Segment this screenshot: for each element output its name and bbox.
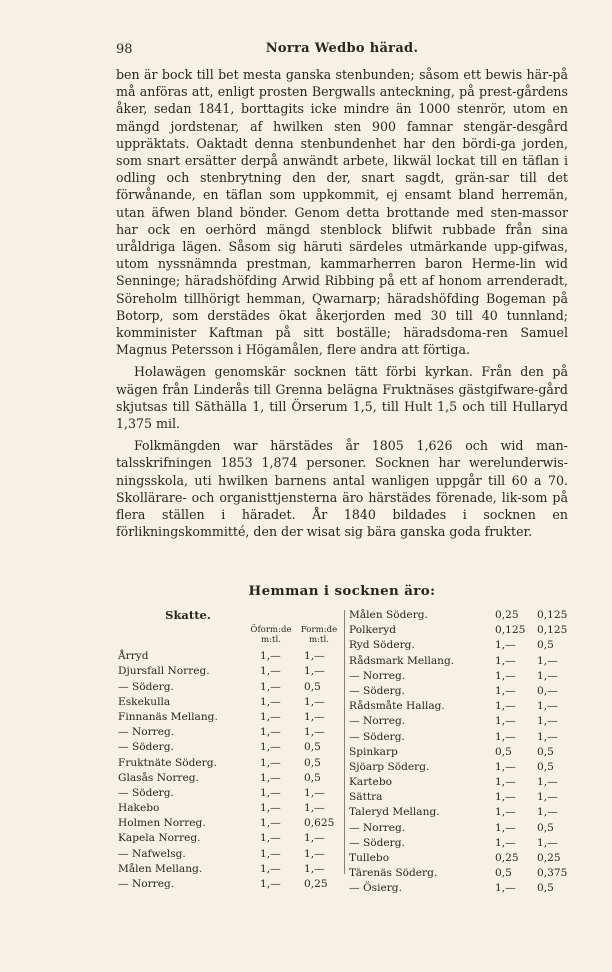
farm-name: Kartebo [349, 776, 392, 789]
farm-name: Kapela Norreg. [118, 832, 201, 845]
mantal-value-1: 1,— [495, 806, 516, 819]
mantal-value-2: 1,— [537, 806, 558, 819]
mantal-value-1: 1,— [260, 741, 281, 754]
mantal-value-1: 1,— [260, 817, 281, 830]
mantal-value-2: 0,5 [537, 821, 554, 834]
table-row [349, 608, 570, 623]
table-row [349, 714, 570, 729]
farm-name: Rådsmark Mellang. [349, 654, 455, 667]
mantal-value-2: 1,— [537, 715, 558, 728]
body-text [116, 66, 568, 545]
mantal-value-2: 1,— [304, 726, 325, 739]
column-header-1: Öform:de m:tl. [250, 625, 292, 646]
mantal-value-1: 1,— [260, 862, 281, 875]
mantal-value-1: 1,— [260, 665, 281, 678]
mantal-value-2: 1,— [537, 836, 558, 849]
farm-name: Hakebo [118, 802, 160, 815]
mantal-value-2: 1,— [304, 786, 325, 799]
farm-name: — Norreg. [118, 878, 175, 891]
table-row [349, 730, 570, 745]
mantal-value-1: 0,5 [495, 745, 512, 758]
farm-name: Ryd Söderg. [349, 639, 415, 652]
mantal-value-2: 0,— [537, 684, 558, 697]
mantal-value-1: 1,— [495, 882, 516, 895]
mantal-value-2: 1,— [304, 832, 325, 845]
farm-name: Sättra [349, 791, 383, 804]
table-row [349, 851, 570, 866]
mantal-value-1: 1,— [495, 684, 516, 697]
running-title: Norra Wedbo härad. [265, 41, 419, 56]
mantal-value-2: 1,— [304, 650, 325, 663]
mantal-value-2: 0,25 [304, 878, 328, 891]
table-row [118, 877, 340, 892]
table-row [349, 790, 570, 805]
mantal-value-2: 0,5 [304, 771, 321, 784]
farm-name: Eskekulla [118, 695, 171, 708]
mantal-value-1: 0,125 [495, 624, 526, 637]
column-header-2: Form:de m:tl. [300, 625, 338, 646]
mantal-value-1: 1,— [260, 680, 281, 693]
table-title: Hemman i socknen äro: [248, 583, 436, 599]
mantal-value-1: 1,— [260, 695, 281, 708]
farm-name: — Nafwelsg. [118, 847, 186, 860]
mantal-value-1: 1,— [495, 836, 516, 849]
mantal-value-1: 0,5 [495, 867, 512, 880]
table-row [118, 740, 340, 755]
table-row [349, 684, 570, 699]
mantal-value-2: 1,— [537, 700, 558, 713]
farm-name: Tärenäs Söderg. [349, 867, 438, 880]
mantal-value-1: 1,— [495, 715, 516, 728]
mantal-value-1: 0,25 [495, 852, 519, 864]
farm-name: Glasås Norreg. [118, 771, 199, 784]
mantal-value-2: 1,— [537, 776, 558, 789]
mantal-value-2: 0,375 [537, 867, 568, 880]
mantal-value-2: 1,— [537, 791, 558, 804]
farm-name: — Söderg. [118, 741, 174, 754]
table-row [118, 816, 340, 831]
mantal-value-1: 1,— [260, 878, 281, 891]
mantal-value-1: 1,— [260, 710, 281, 723]
mantal-value-2: 0,125 [537, 624, 568, 637]
mantal-value-1: 1,— [495, 700, 516, 713]
mantal-value-2: 1,— [304, 665, 325, 678]
mantal-value-1: 1,— [260, 771, 281, 784]
table-row [349, 623, 570, 638]
mantal-value-2: 0,5 [304, 741, 321, 754]
table-row [349, 821, 570, 836]
mantal-value-1: 0,25 [495, 609, 519, 621]
table-row [118, 771, 340, 786]
table-row [118, 680, 340, 695]
farm-name: Målen Söderg. [349, 609, 428, 621]
table-row [118, 786, 340, 801]
paragraph-2: Holawägen genomskär socknen tätt förbi kyrkan. Från den på wägen från Linderås till Grenna belägna Fruktnäses gästgifware-gård skjutsas till Säthälla 1, till Örserum 1,5, till Hult 1,5 och till Hullaryd 1,375 mil. [116, 364, 568, 432]
mantal-value-2: 1,— [304, 847, 325, 860]
farm-name: — Söderg. [118, 680, 174, 693]
farm-name: — Söderg. [118, 786, 174, 799]
paragraph-3: Folkmängden war härstädes år 1805 1,626 och wid man-talsskrifningen 1853 1,874 personer. Socknen har werelunderwis-ningsskola, uti hwilken barnens antal wanligen uppgår till 60 a 70. Skollärare- och organisttjensterna äro härstädes förenade, lik-som på flera ställen i häradet. År 1840 bildades i socknen en förlikningskommitté, den der wisat sig bära ganska goda frukter. [116, 438, 568, 540]
farm-name: Sjöarp Söderg. [349, 760, 430, 773]
farm-name: — Norreg. [349, 669, 406, 682]
farm-name: Polkeryd [349, 624, 396, 637]
farm-name: Djursfall Norreg. [118, 665, 210, 678]
mantal-value-2: 1,— [537, 654, 558, 667]
mantal-value-2: 0,5 [304, 756, 321, 769]
mantal-value-1: 1,— [260, 832, 281, 845]
mantal-value-1: 1,— [495, 791, 516, 804]
farm-name: Målen Mellang. [118, 862, 203, 875]
mantal-value-2: 1,— [537, 730, 558, 743]
table-row [349, 699, 570, 714]
mantal-value-2: 1,— [537, 669, 558, 682]
mantal-value-2: 0,5 [537, 639, 554, 652]
mantal-value-2: 0,5 [537, 882, 554, 895]
mantal-value-1: 1,— [495, 760, 516, 773]
mantal-value-2: 1,— [304, 710, 325, 723]
mantal-value-1: 1,— [260, 847, 281, 860]
farm-name: — Norreg. [118, 726, 175, 739]
mantal-value-1: 1,— [260, 726, 281, 739]
mantal-value-2: 0,625 [304, 817, 335, 830]
mantal-value-2: 0,5 [537, 760, 554, 773]
section-heading: Skatte. [165, 608, 211, 622]
farm-name: — Söderg. [349, 836, 405, 849]
table-row [349, 760, 570, 775]
page-number: 98 [116, 42, 133, 57]
mantal-value-2: 0,5 [537, 745, 554, 758]
farm-name: Rådsmåte Hallag. [349, 700, 445, 713]
mantal-value-1: 1,— [260, 650, 281, 663]
table-row [118, 725, 340, 740]
mantal-value-2: 1,— [304, 802, 325, 815]
paragraph-1: ben är bock till bet mesta ganska stenbunden; såsom ett bewis här-på må anföras att, enligt prosten Bergwalls anteckning, på prest-gårdens åker, sedan 1841, borttagits icke mindre än 1000 stenrör, utom en mängd jordstenar, af hwilken sten 900 famnar stengär-desgård uppräktats. Oaktadt denna stenbundenhet har den bördi-ga jorden, som snart ersätter derpå anwändt arbete, likwäl lockat till en täflan i odling och stenbrytning den der, snart sagdt, grän-sar till det förwånande, en täflan som uppkommit, ej ensamt bland herremän, utan äfwen bland bönder. Genom detta brottande med sten-massor har ock en oerhörd mängd stenblock blifwit rubbade från sina uråldriga lägen. Såsom sig häruti särdeles utmärkande upp-gifwas, utom nyssnämnda prestman, kammarherren baron Herme-lin wid Senninge; häradshöfding Arwid Ribbing på ett af honom arrenderadt, Söreholm tillhörigt hemman, Qwarnarp; häradshöfding Bogeman på Botorp, som derstädes ökat åkerjorden med 30 till 40 tunnland; komminister Kaftman på sitt boställe; häradsdoma-ren Samuel Magnus Petersson i Högamålen, flere andra att förtiga. [116, 67, 568, 358]
mantal-value-1: 1,— [495, 669, 516, 682]
column-headers [118, 623, 340, 649]
table-row [349, 866, 570, 881]
table-row [118, 756, 340, 771]
farm-name: Fruktnäte Söderg. [118, 756, 217, 769]
mantal-value-1: 1,— [495, 776, 516, 789]
farm-name: — Söderg. [349, 684, 405, 697]
table-row [118, 664, 340, 679]
mantal-value-1: 1,— [260, 786, 281, 799]
table-row [118, 847, 340, 862]
table-row [349, 654, 570, 669]
farm-name: — Norreg. [349, 821, 406, 834]
farm-name: Spinkarp [349, 745, 398, 758]
farm-name: — Norreg. [349, 715, 406, 728]
farm-name: Finnanäs Mellang. [118, 710, 218, 723]
farm-name: — Ösierg. [349, 882, 402, 895]
farm-name: Tullebo [349, 852, 390, 864]
table-left-column [118, 608, 340, 892]
table-row [349, 881, 570, 896]
table-right-column [349, 608, 570, 897]
table-row [349, 805, 570, 820]
mantal-value-1: 1,— [260, 756, 281, 769]
column-divider [344, 610, 345, 874]
table-row [118, 710, 340, 725]
mantal-value-1: 1,— [495, 730, 516, 743]
page-header [116, 40, 568, 60]
table-row [118, 801, 340, 816]
mantal-value-1: 1,— [495, 821, 516, 834]
farm-name: Taleryd Mellang. [349, 806, 440, 819]
table-row [118, 862, 340, 877]
mantal-value-1: 1,— [495, 639, 516, 652]
table-row [118, 649, 340, 664]
table-row [349, 638, 570, 653]
mantal-value-2: 0,5 [304, 680, 321, 693]
farm-name: Holmen Norreg. [118, 817, 206, 830]
table-row [349, 836, 570, 851]
mantal-value-2: 1,— [304, 862, 325, 875]
mantal-value-1: 1,— [495, 654, 516, 667]
farm-name: Årryd [118, 650, 149, 663]
mantal-value-2: 1,— [304, 695, 325, 708]
mantal-value-2: 0,25 [537, 852, 561, 864]
mantal-value-2: 0,125 [537, 609, 568, 621]
table-row [118, 695, 340, 710]
farm-name: — Söderg. [349, 730, 405, 743]
table-row [349, 775, 570, 790]
table-row [349, 745, 570, 760]
table-row [118, 831, 340, 846]
table-row [349, 669, 570, 684]
mantal-value-1: 1,— [260, 802, 281, 815]
